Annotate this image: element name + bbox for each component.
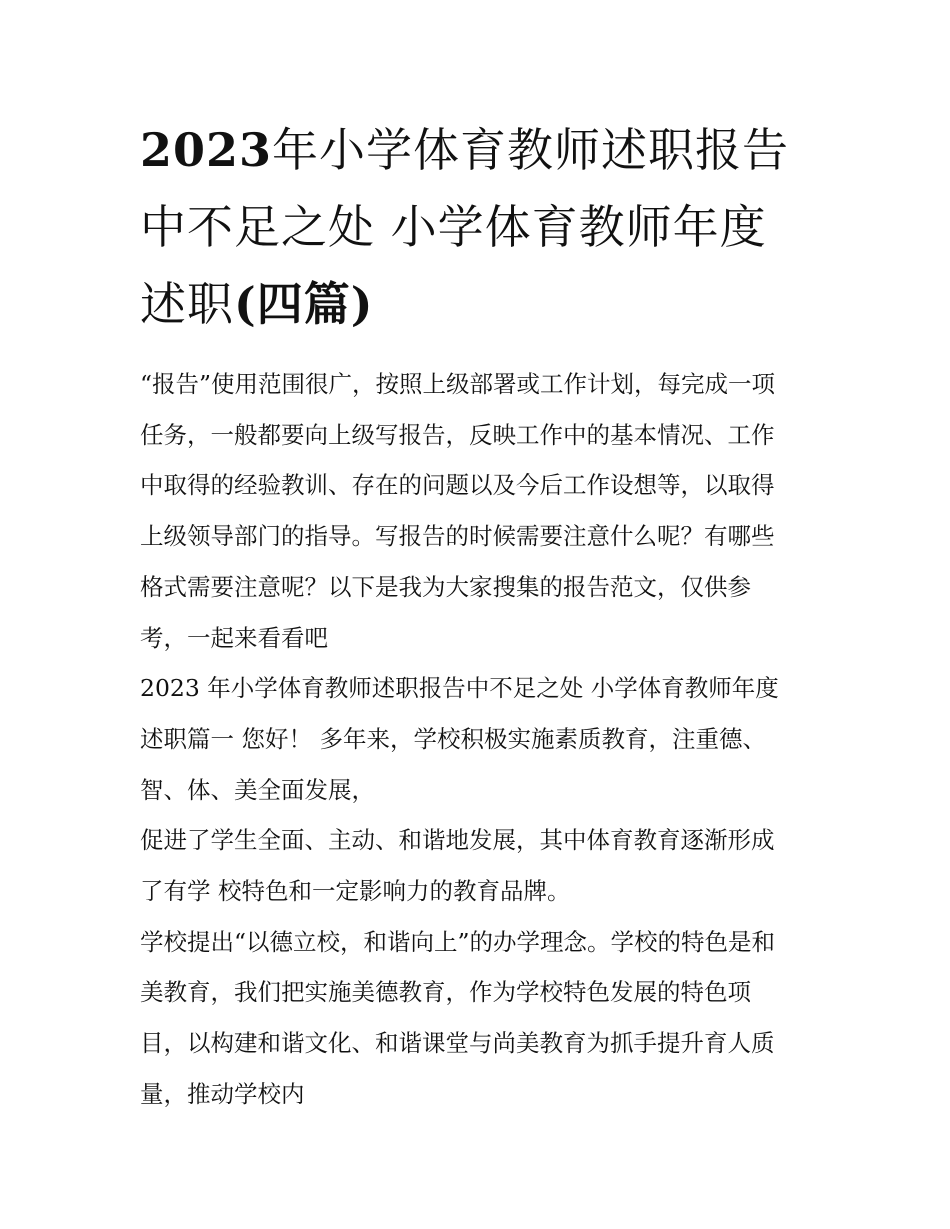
body-line: 量，推动学校内 [140,1079,305,1108]
title-parenthetical: (四篇) [234,277,374,331]
body-line: 中取得的经验教训、存在的问题以及今后工作设想等，以取得 [140,471,775,500]
body-line: 学校提出“以德立校，和谐向上”的办学理念。学校的特色是和 [140,927,776,956]
body-line: 促进了学生全面、主动、和谐地发展，其中体育教育逐渐形成 [140,826,775,855]
body-line: 智、体、美全面发展， [140,775,375,804]
body-line: “报告”使用范围很广，按照上级部署或工作计划，每完成一项 [140,370,776,398]
body-line: 任务，一般都要向上级写报告，反映工作中的基本情况、工作 [140,420,775,449]
title-line-1-text: 年小学体育教师述职报告 [272,123,790,177]
title-line-1 [140,112,820,189]
document-page [140,112,820,1120]
body-line: 上级领导部门的指导。写报告的时候需要注意什么呢？有哪些 [140,522,775,551]
body-line: 格式需要注意呢？以下是我为大家搜集的报告范文，仅供参 [140,572,751,601]
body-line: 考，一起来看看吧 [140,623,328,652]
body-line: 美教育，我们把实施美德教育，作为学校特色发展的特色项 [140,978,751,1007]
document-title [140,112,820,343]
body-line: 目，以构建和谐文化、和谐课堂与尚美教育为抓手提升育人质 [140,1029,775,1058]
title-line-3-text: 述职 [140,277,234,331]
title-line-2: 中不足之处 小学体育教师年度 [140,200,767,254]
document-body [140,359,820,1120]
body-line: 了有学 校特色和一定影响力的教育品牌。 [140,877,571,906]
title-year: 2023 [140,123,273,177]
body-line: 2023 年小学体育教师述职报告中不足之处 小学体育教师年度 [140,674,779,703]
body-line: 述职篇一 您好！ 多年来，学校积极实施素质教育，注重德、 [140,724,766,753]
title-line-3 [140,266,820,343]
